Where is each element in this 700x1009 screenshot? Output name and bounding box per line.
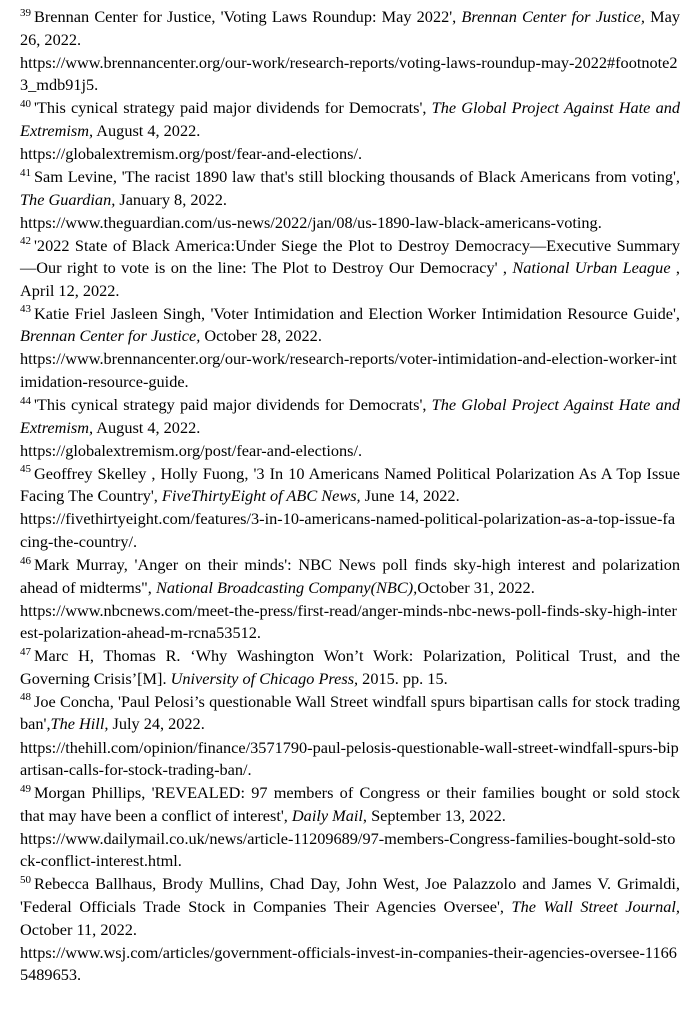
endnote-item <box>20 394 680 439</box>
endnote-text: 'This cynical strategy paid major dividends for Democrats', <box>34 395 432 415</box>
endnote-number: 47 <box>20 645 31 658</box>
endnote-source-title: Brennan Center for Justice, <box>20 326 201 346</box>
endnote-item <box>20 6 680 51</box>
endnote-item <box>20 691 680 736</box>
endnote-url[interactable]: https://www.wsj.com/articles/government-officials-invest-in-companies-their-agencies-oversee-11665489653. <box>20 942 677 985</box>
endnote-text: Joe Concha, 'Paul Pelosi’s questionable Wall Street windfall spurs bipartisan calls for stock trading ban', <box>20 691 680 734</box>
endnote-url[interactable]: https://www.brennancenter.org/our-work/research-reports/voting-laws-roundup-may-2022#footnote23_mdb91j5. <box>20 52 678 95</box>
endnote-source-title: The Hill, <box>50 714 109 734</box>
endnote-source-title: FiveThirtyEight of ABC News, <box>161 486 361 506</box>
endnote-text: Mark Murray, 'Anger on their minds': NBC News poll finds sky-high interest and polarization ahead of midterms", <box>20 555 680 597</box>
endnote-source-title: The Global Project Against Hate and Extremism, <box>20 395 680 437</box>
endnote-number: 46 <box>20 554 31 567</box>
endnote-text: Marc H, Thomas R. ‘Why Washington Won’t Work: Polarization, Political Trust, and the Governing Crisis’[M]. <box>20 646 680 688</box>
endnote-item <box>20 873 680 941</box>
endnote-source-title: Daily Mail <box>291 805 363 825</box>
endnote-item <box>20 303 680 348</box>
endnote-text: Brennan Center for Justice, 'Voting Laws Roundup: May 2022', <box>34 7 462 26</box>
endnote-url[interactable]: https://www.theguardian.com/us-news/2022/jan/08/us-1890-law-black-americans-voting. <box>20 212 602 232</box>
endnote-source-title: The Wall Street Journal, <box>511 896 680 916</box>
endnote-text: October 28, 2022. <box>200 326 322 346</box>
endnote-number: 40 <box>20 97 31 110</box>
endnote-text: 'This cynical strategy paid major dividends for Democrats', <box>34 98 432 118</box>
endnote-source-title: The Global Project Against Hate and Extremism, <box>20 98 680 140</box>
endnote-text: June 14, 2022. <box>360 486 460 506</box>
endnote-source-title: National Urban League <box>512 258 671 278</box>
endnote-text: January 8, 2022. <box>115 189 227 209</box>
endnote-item <box>20 97 680 142</box>
endnote-number: 42 <box>20 235 31 248</box>
endnote-text: August 4, 2022. <box>93 120 201 140</box>
endnote-source-title: University of Chicago Press, <box>170 668 359 688</box>
endnote-text: Rebecca Ballhaus, Brody Mullins, Chad Day, John West, Joe Palazzolo and James V. Grimaldi, 'Federal Officials Trade Stock in Companies Their Agencies Oversee', <box>20 874 680 916</box>
endnote-text: October 11, 2022. <box>20 919 137 939</box>
endnote-number: 49 <box>20 782 31 795</box>
endnote-text: Geoffrey Skelley , Holly Fuong, '3 In 10 Americans Named Political Polarization As A Top Issue Facing The Country', <box>20 463 680 506</box>
endnote-url[interactable]: https://thehill.com/opinion/finance/3571790-paul-pelosis-questionable-wall-street-windfall-spurs-bipartisan-calls-for-stock-trading-ban/. <box>20 737 679 780</box>
endnote-text: Morgan Phillips, 'REVEALED: 97 members of Congress or their families bought or sold stock that may have been a conflict of interest', <box>20 783 680 825</box>
endnote-item <box>20 554 680 599</box>
endnote-item <box>20 463 680 508</box>
endnote-number: 41 <box>20 166 31 179</box>
endnote-text: , April 12, 2022. <box>20 258 681 300</box>
endnote-url[interactable]: https://globalextremism.org/post/fear-and-elections/. <box>20 440 363 460</box>
endnote-text: October 31, 2022. <box>417 577 535 597</box>
endnote-number: 39 <box>20 6 31 19</box>
endnote-item <box>20 235 680 303</box>
endnote-number: 48 <box>20 691 31 704</box>
endnote-text: August 4, 2022. <box>93 417 201 437</box>
endnote-text: Katie Friel Jasleen Singh, 'Voter Intimidation and Election Worker Intimidation Resource Guide', <box>34 303 680 323</box>
endnote-text: , September 13, 2022. <box>362 805 506 825</box>
endnote-url[interactable]: https://www.brennancenter.org/our-work/research-reports/voter-intimidation-and-election-worker-intimidation-resource-guide. <box>20 349 677 391</box>
endnote-text: May 26, 2022. <box>20 7 680 49</box>
endnote-source-title: The Guardian, <box>20 189 116 209</box>
endnote-text: July 24, 2022. <box>108 714 205 734</box>
endnote-number: 43 <box>20 303 31 316</box>
endnote-number: 50 <box>20 873 31 886</box>
endnote-number: 44 <box>20 394 31 407</box>
endnote-item <box>20 645 680 690</box>
endnote-text: Sam Levine, 'The racist 1890 law that's still blocking thousands of Black Americans from voting', <box>34 166 680 186</box>
endnote-url[interactable]: https://www.dailymail.co.uk/news/article-11209689/97-members-Congress-families-bought-sold-stock-conflict-interest.html. <box>20 828 676 871</box>
endnote-source-title: National Broadcasting Company(NBC), <box>155 577 418 597</box>
endnote-url[interactable]: https://globalextremism.org/post/fear-and-elections/. <box>20 143 363 163</box>
endnote-url[interactable]: https://fivethirtyeight.com/features/3-in-10-americans-named-political-polarization-as-a-top-issue-facing-the-country/. <box>20 509 676 551</box>
endnote-item <box>20 166 680 211</box>
endnote-text: '2022 State of Black America:Under Siege the Plot to Destroy Democracy—Executive Summary—Our right to vote is on the line: The Plot to Destroy Our Democracy' , <box>20 235 680 278</box>
endnote-source-title: Brennan Center for Justice, <box>461 7 645 26</box>
endnote-text: 2015. pp. 15. <box>358 668 448 688</box>
endnote-url[interactable]: https://www.nbcnews.com/meet-the-press/first-read/anger-minds-nbc-news-poll-finds-sky-high-interest-polarization-ahead-m-rcna53512. <box>20 600 677 643</box>
endnotes-list <box>20 6 680 987</box>
endnote-item <box>20 782 680 827</box>
endnote-number: 45 <box>20 463 31 476</box>
